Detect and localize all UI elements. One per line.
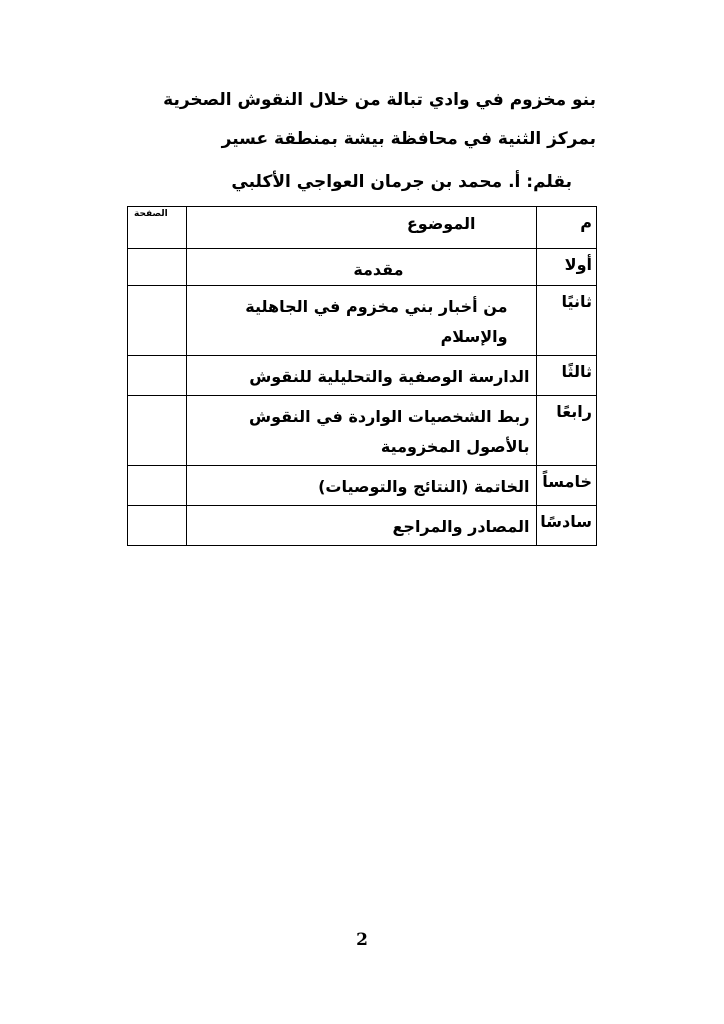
table-row (128, 356, 597, 396)
header-topic-label: الموضوع (406, 214, 476, 233)
table-row (128, 286, 597, 356)
document-title-line-1: بنو مخزوم في وادي تبالة من خلال النقوش الصخرية (163, 90, 596, 110)
row-topic: ربط الشخصيات الواردة في النقوش بالأصول المخزومية (187, 396, 536, 466)
row-topic: من أخبار بني مخزوم في الجاهلية والإسلام (187, 286, 536, 356)
header-page (128, 207, 187, 249)
row-number: ثالثًا (536, 356, 596, 396)
row-number: أولا (536, 249, 596, 286)
header-number-label: م (580, 213, 592, 232)
row-page (128, 286, 187, 356)
row-page (128, 356, 187, 396)
row-number: سادسًا (536, 506, 596, 546)
row-topic: الخاتمة (النتائج والتوصيات) (187, 466, 536, 506)
table-row (128, 466, 597, 506)
row-page (128, 249, 187, 286)
table-row (128, 249, 597, 286)
row-page (128, 466, 187, 506)
row-topic-text: مقدمة (353, 260, 404, 279)
row-number: ثانيًا (536, 286, 596, 356)
row-number: رابعًا (536, 396, 596, 466)
header-number (536, 207, 596, 249)
row-number: خامساً (536, 466, 596, 506)
row-page (128, 506, 187, 546)
author-line: بقلم: أ. محمد بن جرمان العواجي الأكلبي (231, 172, 572, 192)
table-row (128, 396, 597, 466)
row-topic: الدارسة الوصفية والتحليلية للنقوش (187, 356, 536, 396)
document-title-line-2: بمركز الثنية في محافظة بيشة بمنطقة عسير (221, 129, 596, 149)
page-number: 2 (356, 930, 368, 950)
row-topic (187, 249, 536, 286)
row-page (128, 396, 187, 466)
contents-table (127, 206, 597, 546)
table-row (128, 506, 597, 546)
header-topic (187, 207, 536, 249)
row-topic: المصادر والمراجع (187, 506, 536, 546)
table-header-row (128, 207, 597, 249)
header-page-label: الصفحة (134, 209, 168, 219)
